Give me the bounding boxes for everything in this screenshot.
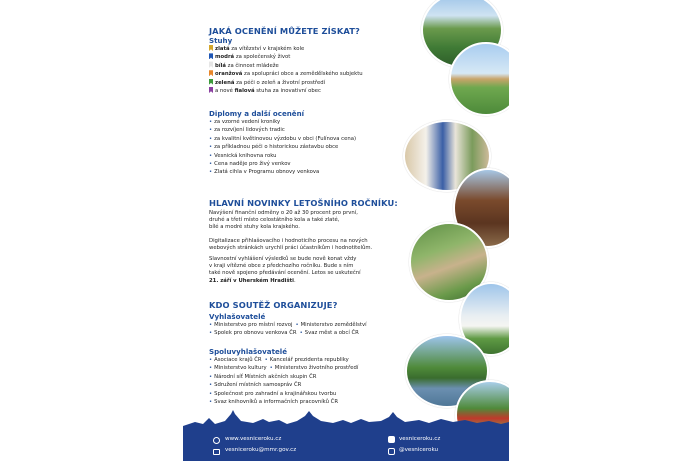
envelope-icon xyxy=(213,449,220,455)
diploma-item xyxy=(209,118,356,126)
news-paragraph-2 xyxy=(209,238,372,252)
coorganizers-heading: Spoluvyhlašovatelé xyxy=(209,347,288,356)
news-p1-line: druhé a třetí místo celostátního kola a také zlaté, xyxy=(209,217,340,224)
announcer-name: Svaz měst a obcí ČR xyxy=(304,330,359,337)
announcers-list xyxy=(209,321,367,338)
diploma-label: Vesnická knihovna roku xyxy=(214,152,277,159)
announcers-heading: Vyhlašovatelé xyxy=(209,312,266,321)
diploma-label: za kvalitní květinovou výzdobu v obci (Fulínova cena) xyxy=(214,135,357,142)
facebook-icon xyxy=(388,436,395,443)
facebook-link[interactable]: vesniceroku.cz xyxy=(399,436,441,442)
bullet-icon: • xyxy=(209,399,213,406)
ribbon-item xyxy=(209,87,363,95)
organizer-row xyxy=(209,381,358,389)
footer-bar xyxy=(183,432,509,461)
diploma-label: Cena naděje pro živý venkov xyxy=(214,161,291,168)
coorganizer-name: Ministerstvo kultury xyxy=(214,365,267,372)
ribbon-description: za spolupráci obce a zemědělského subjektu xyxy=(242,71,363,78)
diploma-label: za vzorné vedení kroniky xyxy=(214,119,281,125)
diploma-item xyxy=(209,143,356,151)
bullet-icon: • xyxy=(209,382,213,389)
bullet-icon: • xyxy=(209,119,213,125)
news-p2-line: Digitalizace přihlašovacího i hodnoticího procesu na nových xyxy=(209,238,368,244)
website-link[interactable]: www.vesniceroku.cz xyxy=(225,436,282,442)
bullet-icon: • xyxy=(209,390,213,397)
organizer-row xyxy=(209,329,367,337)
organizer-row xyxy=(209,373,358,381)
poster xyxy=(183,0,509,461)
coorganizer-name: Národní síť Místních akčních skupin ČR xyxy=(214,373,317,380)
ribbons-list xyxy=(209,45,363,95)
village-skyline-silhouette xyxy=(183,408,509,434)
organizer-row xyxy=(209,390,358,398)
diplomas-list xyxy=(209,118,356,177)
organizers-heading: KDO SOUTĚŽ ORGANIZUJE? xyxy=(209,300,338,310)
bullet-icon: • xyxy=(269,365,273,372)
coorganizer-name: Sdružení místních samospráv ČR xyxy=(214,382,302,389)
ribbon-icon xyxy=(209,45,213,51)
instagram-link[interactable]: @vesniceroku xyxy=(399,447,439,453)
bullet-icon: • xyxy=(295,322,299,328)
email-link[interactable]: vesniceroku@mmr.gov.cz xyxy=(225,447,297,453)
ribbon-color-name: modrá xyxy=(215,54,235,61)
diploma-item xyxy=(209,126,356,134)
bullet-icon: • xyxy=(264,357,268,363)
diplomas-heading: Diplomy a další ocenění xyxy=(209,109,305,118)
ribbon-item xyxy=(209,79,363,87)
ribbon-icon xyxy=(209,87,213,93)
bullet-icon: • xyxy=(209,135,213,142)
bullet-icon: • xyxy=(209,161,213,168)
news-p1-line: Navýšení finanční odměny o 20 až 30 procent pro první, xyxy=(209,210,358,216)
ribbon-item xyxy=(209,62,363,70)
ribbon-item xyxy=(209,45,363,53)
ribbon-description: za činnost mládeže xyxy=(226,62,279,69)
ribbon-description: stuha za inovativní obec xyxy=(254,88,321,95)
diploma-item xyxy=(209,152,356,160)
ribbon-icon xyxy=(209,53,213,59)
news-p1-line: bílé a modré stuhy kola krajského. xyxy=(209,224,300,231)
organizer-row xyxy=(209,398,358,406)
announcer-name: Spolek pro obnovu venkova ČR xyxy=(214,330,297,337)
bullet-icon: • xyxy=(209,322,213,328)
coorganizer-name: Společnost pro zahradní a krajinářskou tvorbu xyxy=(214,390,337,397)
organizer-row xyxy=(209,321,367,329)
ribbon-prefix: a nové xyxy=(215,88,235,95)
bullet-icon: • xyxy=(209,330,213,337)
diploma-label: za rozvíjení lidových tradic xyxy=(214,127,285,134)
coorganizer-name: Ministerstvo životního prostředí xyxy=(274,365,359,372)
bullet-icon: • xyxy=(209,169,213,176)
globe-icon xyxy=(213,437,220,444)
news-p2-line: webových stránkách urychlí práci účastníkům i hodnotitelům. xyxy=(209,245,373,252)
organizer-row xyxy=(209,364,358,372)
news-p3-line: Slavnostní vyhlášení výsledků se bude nově konat vždy xyxy=(209,256,357,262)
ribbon-description: za společenský život xyxy=(234,54,291,61)
ribbon-icon xyxy=(209,79,213,85)
ribbon-item xyxy=(209,70,363,78)
announcer-name: Ministerstvo zemědělství xyxy=(300,322,367,328)
announcer-name: Ministerstvo pro místní rozvoj xyxy=(214,322,293,328)
news-heading: HLAVNÍ NOVINKY LETOŠNÍHO ROČNÍKU: xyxy=(209,198,398,208)
coorganizer-name: Svaz knihovníků a informačních pracovníků ČR xyxy=(214,399,339,406)
instagram-icon xyxy=(388,448,395,455)
bullet-icon: • xyxy=(209,365,213,372)
diploma-label: Zlatá cihla v Programu obnovy venkova xyxy=(214,169,320,176)
news-paragraph-3 xyxy=(209,256,361,285)
ribbon-color-name: zelená xyxy=(215,79,235,86)
ceremony-date-end: . xyxy=(293,277,296,284)
news-p3-line: v kraji vítězné obce z předchozího ročníku. Bude s ním xyxy=(209,263,354,270)
village-church-photo xyxy=(449,42,509,116)
ribbon-color-name: fialová xyxy=(234,88,255,95)
ceremony-date: 21. září v Uherském Hradišti xyxy=(209,277,294,284)
organizer-row xyxy=(209,356,358,364)
diploma-item xyxy=(209,135,356,143)
ribbon-color-name: zlatá xyxy=(215,46,230,52)
ribbon-icon xyxy=(209,62,213,68)
bullet-icon: • xyxy=(209,144,213,151)
ribbon-color-name: oranžová xyxy=(215,71,243,78)
coorganizer-name: Asociace krajů ČR xyxy=(214,357,262,363)
bullet-icon: • xyxy=(209,373,213,380)
ribbon-description: za vítězství v krajském kole xyxy=(229,46,305,52)
bullet-icon: • xyxy=(299,330,303,337)
bullet-icon: • xyxy=(209,152,213,159)
coorganizer-name: Kancelář prezidenta republiky xyxy=(269,357,349,363)
coorganizers-list xyxy=(209,356,358,406)
awards-heading: JAKÁ OCENĚNÍ MŮŽETE ZÍSKAT? xyxy=(209,26,360,36)
bullet-icon: • xyxy=(209,127,213,134)
news-p3-line: také nově spojeno předávání ocenění. Letos se uskuteční xyxy=(209,270,361,277)
news-paragraph-1 xyxy=(209,210,358,232)
diploma-label: za příkladnou péči o historickou zástavbu obce xyxy=(214,144,339,151)
ribbon-item xyxy=(209,53,363,61)
ribbon-description: za péči o zeleň a životní prostředí xyxy=(234,79,326,86)
diploma-item xyxy=(209,168,356,176)
diploma-item xyxy=(209,160,356,168)
ribbons-heading: Stuhy xyxy=(209,36,233,45)
bullet-icon: • xyxy=(209,357,213,363)
ribbon-icon xyxy=(209,70,213,76)
ribbon-color-name: bílá xyxy=(215,62,226,69)
